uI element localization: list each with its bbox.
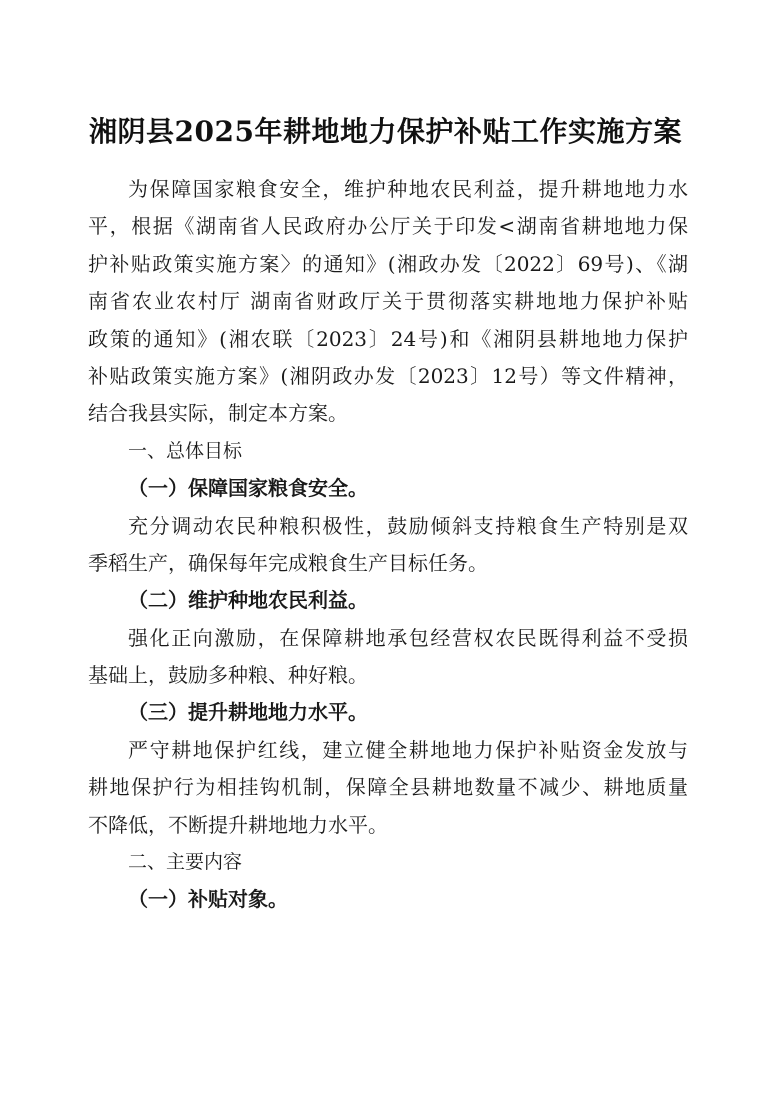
section-1-heading: 一、总体目标 [128,439,243,462]
section-1-sub-3-line-2: 耕地保护行为相挂钩机制，保障全县耕地数量不减少、耕地质量 [88,775,688,800]
intro-line-1: 为保障国家粮食安全，维护种地农民利益，提升耕地地力水 [128,177,688,201]
intro-line-7: 结合我县实际，制定本方案。 [88,401,348,426]
document-title: 湘阴县2025年耕地地力保护补贴工作实施方案 [89,115,682,148]
section-1-sub-2-heading: （二）维护种地农民利益。 [128,588,368,613]
section-1-sub-1-line-2: 季稻生产，确保每年完成粮食生产目标任务。 [88,550,488,575]
document-body [88,171,688,919]
section-2-heading: 二、主要内容 [128,851,243,874]
intro-line-5: 政策的通知》(湘农联〔2023〕24号)和《湘阴县耕地地力保护 [88,326,688,351]
intro-line-2: 平，根据《湖南省人民政府办公厅关于印发<湖南省耕地地力保 [88,214,688,239]
section-1-sub-2-line-2: 基础上，鼓励多种粮、种好粮。 [88,663,368,688]
section-1-sub-3-line-3: 不降低，不断提升耕地地力水平。 [88,812,388,837]
intro-line-3: 护补贴政策实施方案〉的通知》(湘政办发〔2022〕69号)、《湖 [88,251,688,276]
section-1-sub-1-line-1: 充分调动农民种粮积极性，鼓励倾斜支持粮食生产特别是双 [128,513,688,538]
section-2-sub-1-heading: （一）补贴对象。 [128,887,288,912]
section-1-sub-3-line-1: 严守耕地保护红线，建立健全耕地地力保护补贴资金发放与 [128,737,688,762]
section-1-sub-2-line-1: 强化正向激励，在保障耕地承包经营权农民既得利益不受损 [128,625,688,650]
intro-line-6: 补贴政策实施方案》(湘阴政办发〔2023〕12号）等文件精神， [88,363,688,388]
section-1-sub-1-heading: （一）保障国家粮食安全。 [128,476,368,501]
section-1-sub-3-heading: （三）提升耕地地力水平。 [128,700,368,725]
intro-line-4: 南省农业农村厅 湖南省财政厅关于贯彻落实耕地地力保护补贴 [88,289,688,314]
